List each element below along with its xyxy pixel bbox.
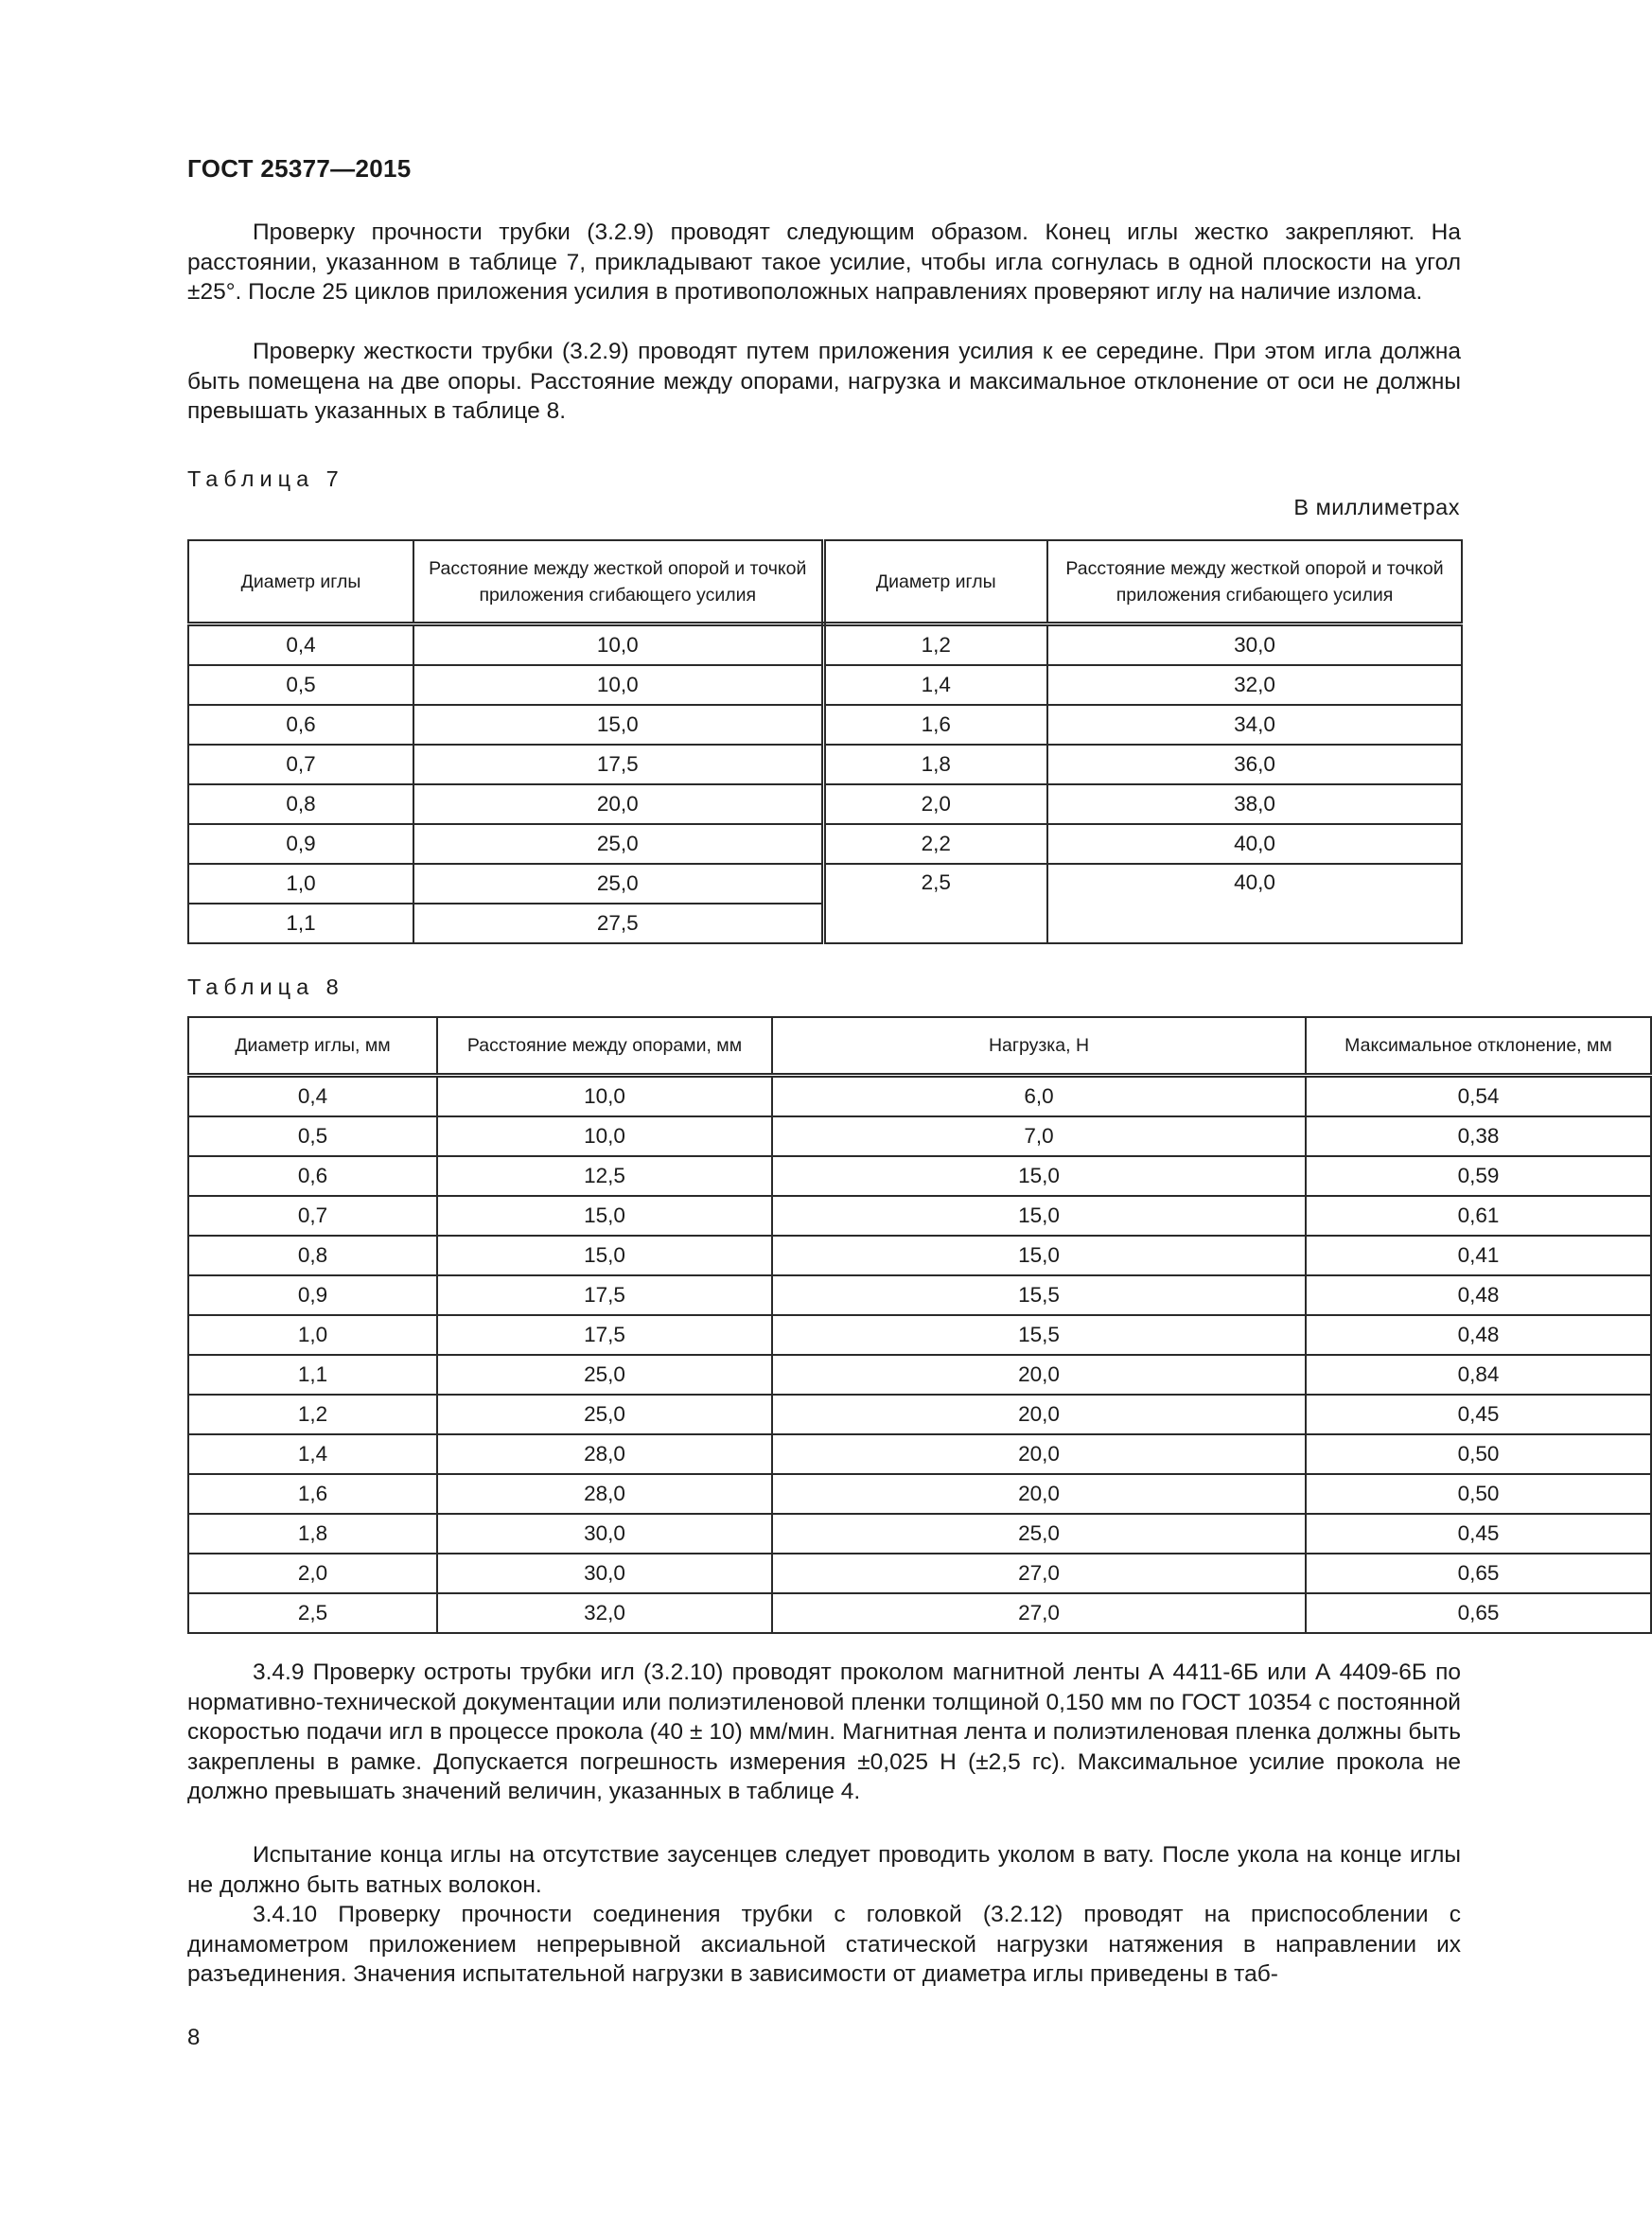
table-row — [188, 1474, 1651, 1514]
table-row — [188, 1395, 1651, 1434]
table-cell: 17,5 — [437, 1315, 772, 1355]
table-cell: 1,2 — [188, 1395, 437, 1434]
table-cell: 0,45 — [1306, 1395, 1651, 1434]
table-cell: 1,4 — [188, 1434, 437, 1474]
table-cell: 0,6 — [188, 1156, 437, 1196]
table-row — [188, 745, 1462, 784]
table-cell: 0,59 — [1306, 1156, 1651, 1196]
table-row — [188, 1156, 1651, 1196]
table-cell: 28,0 — [437, 1434, 772, 1474]
table-cell: 25,0 — [772, 1514, 1306, 1554]
table-header-cell: Диаметр иглы — [188, 540, 413, 624]
table-row — [188, 1554, 1651, 1593]
table-header-row — [188, 540, 1462, 624]
table-header-cell: Расстояние между жесткой опорой и точкой приложения сгибающего усилия — [413, 540, 823, 624]
table-cell: 25,0 — [437, 1395, 772, 1434]
table-cell: 0,48 — [1306, 1275, 1651, 1315]
paragraph-3-4-10: 3.4.10 Проверку прочности соединения трубки с головкой (3.2.12) проводят на приспособлении с динамометром приложением непрерывной аксиальной статической нагрузки натяжения в направлении их разъединения. Значения испытательной нагрузки в зависимости от диаметра иглы приведены в таб- — [187, 1902, 1461, 1987]
table-cell: 30,0 — [437, 1554, 772, 1593]
paragraph-burr-test: Испытание конца иглы на отсутствие заусенцев следует проводить уколом в вату. После укола на конце иглы не должно быть ватных волокон. — [187, 1842, 1461, 1898]
table-cell: 25,0 — [413, 824, 823, 864]
table-row — [188, 705, 1462, 745]
table-row — [188, 1593, 1651, 1633]
table-row — [188, 824, 1462, 864]
table-cell: 1,0 — [188, 1315, 437, 1355]
table-cell: 1,6 — [823, 705, 1047, 745]
table-cell: 15,0 — [413, 705, 823, 745]
table-row — [188, 624, 1462, 666]
table-cell: 0,7 — [188, 745, 413, 784]
table-row — [188, 1076, 1651, 1117]
table-cell: 0,84 — [1306, 1355, 1651, 1395]
table-cell: 0,9 — [188, 824, 413, 864]
table-cell: 10,0 — [437, 1116, 772, 1156]
table-row — [188, 665, 1462, 705]
table-cell: 0,8 — [188, 784, 413, 824]
table-cell: 7,0 — [772, 1116, 1306, 1156]
table-cell: 2,2 — [823, 824, 1047, 864]
table-cell: 0,9 — [188, 1275, 437, 1315]
table-cell: 0,8 — [188, 1236, 437, 1275]
table-header-cell: Диаметр иглы, мм — [188, 1017, 437, 1076]
table-cell: 17,5 — [437, 1275, 772, 1315]
table-cell: 0,65 — [1306, 1554, 1651, 1593]
table-row — [188, 1116, 1651, 1156]
table-cell: 36,0 — [1047, 745, 1462, 784]
table-cell: 15,0 — [772, 1236, 1306, 1275]
table-cell: 0,61 — [1306, 1196, 1651, 1236]
table-cell: 2,0 — [188, 1554, 437, 1593]
table-cell: 0,6 — [188, 705, 413, 745]
table-cell: 1,8 — [823, 745, 1047, 784]
table-cell: 0,48 — [1306, 1315, 1651, 1355]
table-cell: 2,5 — [823, 864, 1047, 943]
table-cell: 2,5 — [188, 1593, 437, 1633]
table-cell: 0,41 — [1306, 1236, 1651, 1275]
table-cell: 20,0 — [413, 784, 823, 824]
table-cell: 0,4 — [188, 624, 413, 666]
paragraph-strength-check: Проверку прочности трубки (3.2.9) проводят следующим образом. Конец иглы жестко закрепляют. На расстоянии, указанном в таблице 7, прикладывают такое усилие, чтобы игла согнулась в одной плоскости на угол ±25°. После 25 циклов приложения усилия в противоположных направлениях проверяют иглу на наличие излома. — [187, 220, 1461, 305]
table-cell: 15,0 — [437, 1236, 772, 1275]
table-row — [188, 1434, 1651, 1474]
table-cell: 27,0 — [772, 1554, 1306, 1593]
table-header-cell: Расстояние между опорами, мм — [437, 1017, 772, 1076]
table-cell: 40,0 — [1047, 824, 1462, 864]
table-cell: 1,0 — [188, 864, 413, 904]
table-cell: 20,0 — [772, 1355, 1306, 1395]
table-cell: 1,8 — [188, 1514, 437, 1554]
table-cell: 32,0 — [437, 1593, 772, 1633]
table-cell: 15,5 — [772, 1275, 1306, 1315]
table-cell: 27,0 — [772, 1593, 1306, 1633]
table7-units-note: В миллиметрах — [1293, 495, 1460, 519]
table-header-row — [188, 1017, 1651, 1076]
table-cell: 6,0 — [772, 1076, 1306, 1117]
document-header: ГОСТ 25377—2015 — [187, 154, 412, 183]
table-cell: 20,0 — [772, 1434, 1306, 1474]
table-cell: 34,0 — [1047, 705, 1462, 745]
table-row — [188, 1236, 1651, 1275]
table-header-cell: Диаметр иглы — [823, 540, 1047, 624]
table-cell: 0,38 — [1306, 1116, 1651, 1156]
table-cell: 0,50 — [1306, 1474, 1651, 1514]
table-cell: 1,1 — [188, 1355, 437, 1395]
table-cell: 12,5 — [437, 1156, 772, 1196]
table-cell: 27,5 — [413, 904, 823, 943]
table-cell: 10,0 — [413, 624, 823, 666]
table-header-cell: Максимальное отклонение, мм — [1306, 1017, 1651, 1076]
table-cell: 0,54 — [1306, 1076, 1651, 1117]
table-row — [188, 1514, 1651, 1554]
table-cell: 15,0 — [772, 1196, 1306, 1236]
table-cell: 15,5 — [772, 1315, 1306, 1355]
table-cell: 1,2 — [823, 624, 1047, 666]
table-cell: 1,4 — [823, 665, 1047, 705]
table-7 — [187, 539, 1463, 944]
table-row — [188, 784, 1462, 824]
table-cell: 25,0 — [437, 1355, 772, 1395]
table-cell: 0,4 — [188, 1076, 437, 1117]
table-cell: 30,0 — [1047, 624, 1462, 666]
table-cell: 0,45 — [1306, 1514, 1651, 1554]
table-cell: 20,0 — [772, 1474, 1306, 1514]
table-cell: 0,5 — [188, 1116, 437, 1156]
table-row — [188, 1315, 1651, 1355]
table-cell: 0,50 — [1306, 1434, 1651, 1474]
table-cell: 25,0 — [413, 864, 823, 904]
paragraph-3-4-9: 3.4.9 Проверку остроты трубки игл (3.2.10) проводят проколом магнитной ленты А 4411-6Б или А 4409-6Б по нормативно-технической документации или полиэтиленовой пленки толщиной 0,150 мм по ГОСТ 10354 с постоянной скоростью подачи игл в процессе прокола (40 ± 10) мм/мин. Магнитная лента и полиэтиленовая пленка должны быть закреплены в рамке. Допускается погрешность измерения ±0,025 Н (±2,5 гс). Максимальное усилие прокола не должно превышать значений величин, указанных в таблице 4. — [187, 1660, 1461, 1804]
table-cell: 1,6 — [188, 1474, 437, 1514]
table-8 — [187, 1016, 1652, 1634]
table-cell: 20,0 — [772, 1395, 1306, 1434]
table-cell: 1,1 — [188, 904, 413, 943]
table-cell: 30,0 — [437, 1514, 772, 1554]
table-row — [188, 1196, 1651, 1236]
table-cell: 32,0 — [1047, 665, 1462, 705]
table-row — [188, 1275, 1651, 1315]
table-header-cell: Расстояние между жесткой опорой и точкой приложения сгибающего усилия — [1047, 540, 1462, 624]
table-cell: 10,0 — [413, 665, 823, 705]
table8-caption: Таблица 8 — [187, 975, 344, 999]
table-cell: 0,65 — [1306, 1593, 1651, 1633]
table-cell: 40,0 — [1047, 864, 1462, 943]
paragraph-stiffness-check: Проверку жесткости трубки (3.2.9) проводят путем приложения усилия к ее середине. При этом игла должна быть помещена на две опоры. Расстояние между опорами, нагрузка и максимальное отклонение от оси не должны превышать указанных в таблице 8. — [187, 339, 1461, 424]
table-cell: 15,0 — [772, 1156, 1306, 1196]
table-cell: 38,0 — [1047, 784, 1462, 824]
page-number: 8 — [187, 2025, 201, 2050]
table-cell: 28,0 — [437, 1474, 772, 1514]
table-cell: 2,0 — [823, 784, 1047, 824]
table-cell: 10,0 — [437, 1076, 772, 1117]
table-cell: 0,7 — [188, 1196, 437, 1236]
table-cell: 0,5 — [188, 665, 413, 705]
table-row — [188, 1355, 1651, 1395]
table7-caption: Таблица 7 — [187, 466, 344, 491]
table-row — [188, 864, 1462, 904]
table-cell: 15,0 — [437, 1196, 772, 1236]
table-header-cell: Нагрузка, Н — [772, 1017, 1306, 1076]
table-cell: 17,5 — [413, 745, 823, 784]
